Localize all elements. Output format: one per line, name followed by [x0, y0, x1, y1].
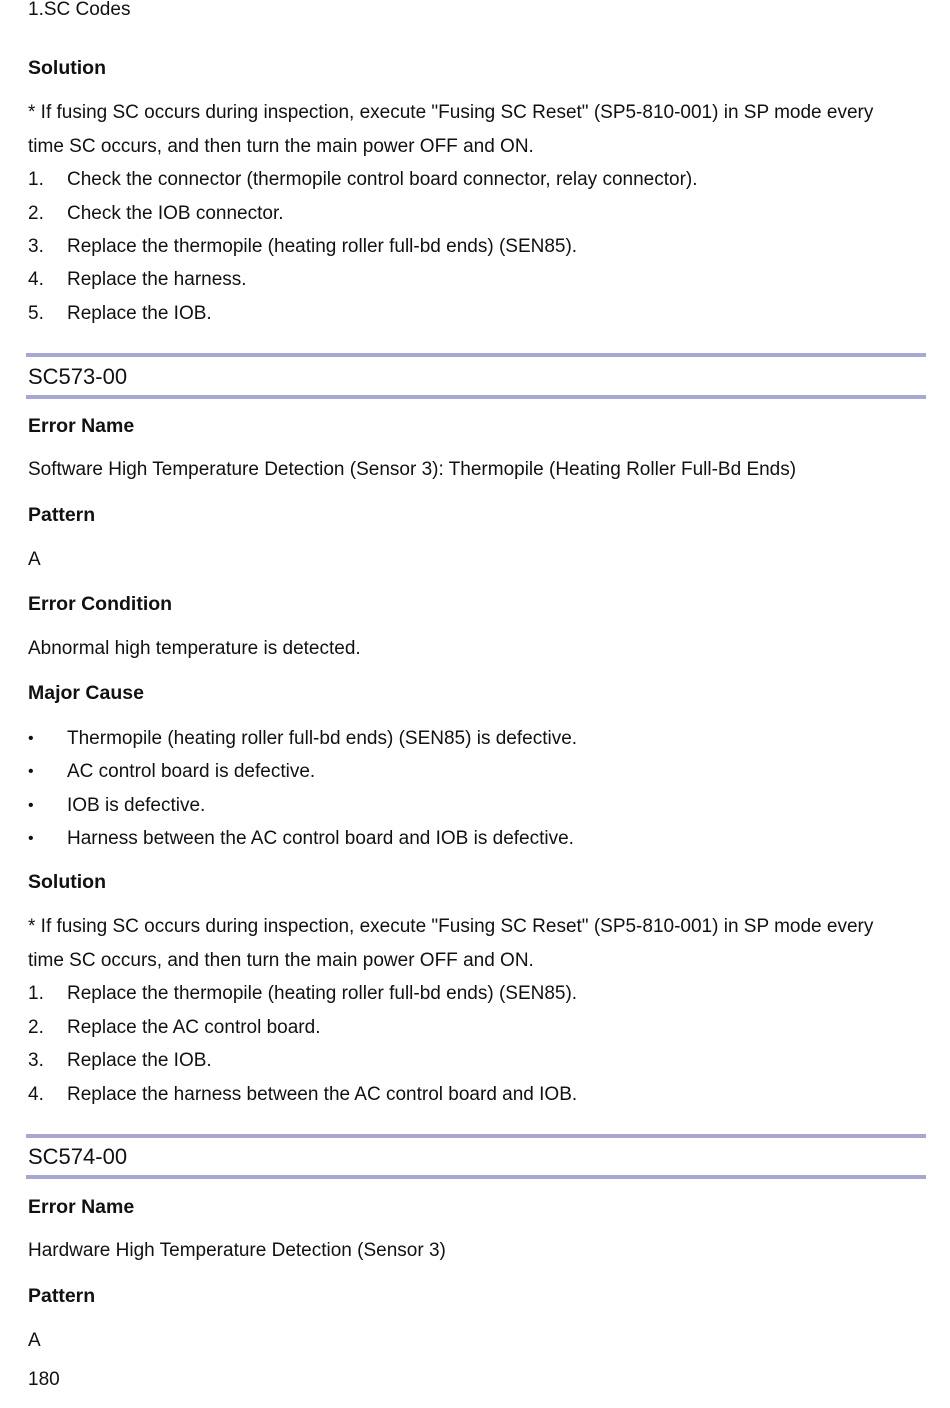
step-text: Replace the thermopile (heating roller full-bd ends) (SEN85). [67, 236, 578, 257]
cause-text: Harness between the AC control board and IOB is defective. [67, 828, 574, 849]
step-number: 2. [28, 203, 44, 224]
solution-note-line-1: * If fusing SC occurs during inspection, execute "Fusing SC Reset" (SP5-810-001) in SP mode every [28, 916, 874, 937]
solution-step [28, 1017, 321, 1039]
step-text: Check the connector (thermopile control board connector, relay connector). [67, 169, 698, 190]
bullet: • [28, 830, 34, 847]
section-rule-top [26, 353, 926, 357]
bullet: • [28, 763, 34, 780]
solution-step [28, 169, 698, 191]
sc-code-title: SC574-00 [28, 1144, 128, 1169]
solution-step [28, 203, 284, 225]
solution-note-line-2: time SC occurs, and then turn the main power OFF and ON. [28, 136, 534, 157]
solution-step [28, 269, 247, 291]
pattern-value: A [28, 549, 41, 570]
error-name-heading: Error Name [28, 415, 135, 437]
section-rule-bottom [26, 1175, 926, 1179]
solution-step [28, 1084, 577, 1106]
step-text: Replace the harness. [67, 269, 247, 290]
section-rule-top [26, 1134, 926, 1138]
cause-list-item [28, 761, 315, 783]
cause-text: Thermopile (heating roller full-bd ends) (SEN85) is defective. [67, 728, 578, 749]
solution-step [28, 983, 577, 1005]
cause-text: IOB is defective. [67, 795, 206, 816]
step-number: 4. [28, 1084, 44, 1105]
major-cause-heading: Major Cause [28, 682, 144, 704]
sc-code-title: SC573-00 [28, 364, 128, 389]
cause-list-item [28, 828, 574, 850]
step-text: Replace the thermopile (heating roller full-bd ends) (SEN85). [67, 983, 578, 1004]
error-name-heading: Error Name [28, 1196, 135, 1218]
step-text: Replace the IOB. [67, 303, 212, 324]
cause-list-item [28, 795, 205, 817]
step-text: Check the IOB connector. [67, 203, 284, 224]
running-header: 1.SC Codes [28, 0, 131, 20]
step-number: 4. [28, 269, 44, 290]
error-condition-heading: Error Condition [28, 593, 173, 615]
step-number: 1. [28, 983, 44, 1004]
cause-text: AC control board is defective. [67, 761, 316, 782]
solution-step [28, 1050, 212, 1072]
step-number: 3. [28, 1050, 44, 1071]
solution-heading: Solution [28, 871, 106, 893]
error-name-text: Software High Temperature Detection (Sensor 3): Thermopile (Heating Roller Full-Bd Ends) [28, 459, 797, 480]
step-text: Replace the AC control board. [67, 1017, 321, 1038]
solution-note-line-2: time SC occurs, and then turn the main power OFF and ON. [28, 950, 534, 971]
bullet: • [28, 797, 34, 814]
pattern-heading: Pattern [28, 504, 96, 526]
pattern-heading: Pattern [28, 1285, 96, 1307]
section-rule-bottom [26, 395, 926, 399]
bullet: • [28, 730, 34, 747]
step-text: Replace the IOB. [67, 1050, 212, 1071]
step-number: 1. [28, 169, 44, 190]
solution-step [28, 303, 212, 325]
page-number: 180 [28, 1369, 60, 1390]
step-text: Replace the harness between the AC control board and IOB. [67, 1084, 578, 1105]
step-number: 3. [28, 236, 44, 257]
error-name-text: Hardware High Temperature Detection (Sensor 3) [28, 1240, 446, 1261]
cause-list-item [28, 728, 577, 750]
pattern-value: A [28, 1330, 41, 1351]
solution-note-line-1: * If fusing SC occurs during inspection, execute "Fusing SC Reset" (SP5-810-001) in SP mode every [28, 102, 874, 123]
error-condition-text: Abnormal high temperature is detected. [28, 638, 361, 659]
step-number: 5. [28, 303, 44, 324]
step-number: 2. [28, 1017, 44, 1038]
solution-step [28, 236, 577, 258]
solution-heading: Solution [28, 57, 106, 79]
